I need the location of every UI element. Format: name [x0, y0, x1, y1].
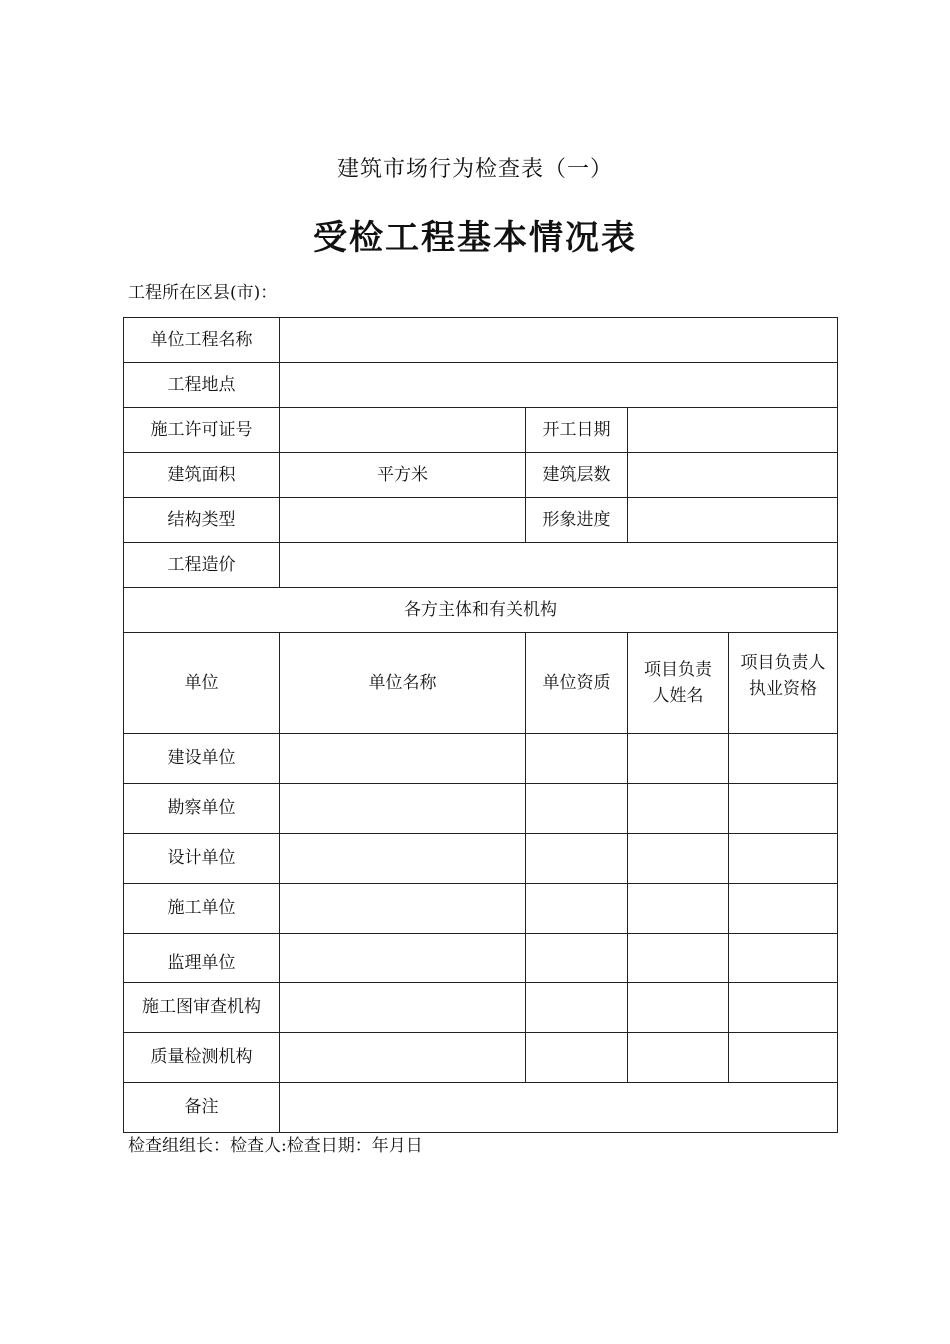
row-location: [124, 363, 838, 408]
location-label: 工程地点: [124, 363, 280, 408]
table-row: [124, 884, 838, 934]
qualification-cell[interactable]: [526, 834, 628, 884]
col-header-manager-cert: [729, 633, 838, 734]
col-header-unit: 单位: [124, 633, 280, 734]
col-header-manager-cert-text: 项目负责人执业资格: [740, 652, 826, 699]
start-date-field[interactable]: [628, 408, 838, 453]
table-row: [124, 834, 838, 884]
floors-label: 建筑层数: [526, 453, 628, 498]
qualification-cell[interactable]: [526, 784, 628, 834]
qualification-cell[interactable]: [526, 983, 628, 1033]
unit-name-cell[interactable]: [280, 983, 526, 1033]
table-row: [124, 784, 838, 834]
row-cost: [124, 543, 838, 588]
manager-name-cell[interactable]: [628, 784, 729, 834]
location-field[interactable]: [280, 363, 838, 408]
manager-name-cell[interactable]: [628, 1033, 729, 1083]
row-area: [124, 453, 838, 498]
row-label-quality-testing: 质量检测机构: [124, 1033, 280, 1083]
col-header-qualification: 单位资质: [526, 633, 628, 734]
row-label-supervision: 监理单位: [124, 934, 280, 983]
row-permit: [124, 408, 838, 453]
project-name-label: 单位工程名称: [124, 318, 280, 363]
col-header-unit-name: 单位名称: [280, 633, 526, 734]
table-row: [124, 983, 838, 1033]
signature-line: 检查组组长：检查人:检查日期：年月日: [128, 1136, 423, 1156]
row-section-title: [124, 588, 838, 633]
unit-name-cell[interactable]: [280, 1033, 526, 1083]
area-field[interactable]: [280, 453, 526, 498]
remarks-label: 备注: [124, 1083, 280, 1133]
manager-name-cell[interactable]: [628, 983, 729, 1033]
table-row: [124, 1033, 838, 1083]
structure-field[interactable]: [280, 498, 526, 543]
form-title: 建筑市场行为检查表（一）: [336, 157, 613, 182]
unit-name-cell[interactable]: [280, 884, 526, 934]
unit-name-cell[interactable]: [280, 934, 526, 983]
qualification-cell[interactable]: [526, 884, 628, 934]
row-remarks: [124, 1083, 838, 1133]
qualification-cell[interactable]: [526, 1033, 628, 1083]
start-date-label: 开工日期: [526, 408, 628, 453]
progress-label: 形象进度: [526, 498, 628, 543]
manager-cert-cell[interactable]: [729, 884, 838, 934]
floors-field[interactable]: [628, 453, 838, 498]
table-row: [124, 734, 838, 784]
manager-cert-cell[interactable]: [729, 834, 838, 884]
form-subtitle: 受检工程基本情况表: [313, 218, 637, 258]
parties-section-title: 各方主体和有关机构: [124, 588, 838, 633]
parties-header-row: [124, 633, 838, 734]
row-label-client: 建设单位: [124, 734, 280, 784]
manager-name-cell[interactable]: [628, 734, 729, 784]
unit-name-cell[interactable]: [280, 834, 526, 884]
row-label-construction: 施工单位: [124, 884, 280, 934]
unit-name-cell[interactable]: [280, 734, 526, 784]
manager-cert-cell[interactable]: [729, 1033, 838, 1083]
col-header-manager-name: [628, 633, 729, 734]
row-label-design: 设计单位: [124, 834, 280, 884]
row-project-name: [124, 318, 838, 363]
manager-cert-cell[interactable]: [729, 934, 838, 983]
manager-name-cell[interactable]: [628, 834, 729, 884]
cost-field[interactable]: [280, 543, 838, 588]
row-structure: [124, 498, 838, 543]
table-row: [124, 934, 838, 983]
structure-label: 结构类型: [124, 498, 280, 543]
progress-field[interactable]: [628, 498, 838, 543]
permit-field[interactable]: [280, 408, 526, 453]
remarks-field[interactable]: [280, 1083, 838, 1133]
qualification-cell[interactable]: [526, 934, 628, 983]
area-label: 建筑面积: [124, 453, 280, 498]
manager-name-cell[interactable]: [628, 934, 729, 983]
cost-label: 工程造价: [124, 543, 280, 588]
manager-cert-cell[interactable]: [729, 983, 838, 1033]
area-unit: 平方米: [377, 464, 428, 485]
manager-cert-cell[interactable]: [729, 784, 838, 834]
permit-label: 施工许可证号: [124, 408, 280, 453]
qualification-cell[interactable]: [526, 734, 628, 784]
row-label-survey: 勘察单位: [124, 784, 280, 834]
project-info-table: [123, 317, 838, 1133]
manager-name-cell[interactable]: [628, 884, 729, 934]
district-label: 工程所在区县(市)：: [128, 283, 278, 303]
project-name-field[interactable]: [280, 318, 838, 363]
manager-cert-cell[interactable]: [729, 734, 838, 784]
row-label-drawing-review: 施工图审查机构: [124, 983, 280, 1033]
unit-name-cell[interactable]: [280, 784, 526, 834]
col-header-manager-name-text: 项目负责人姓名: [644, 659, 712, 706]
